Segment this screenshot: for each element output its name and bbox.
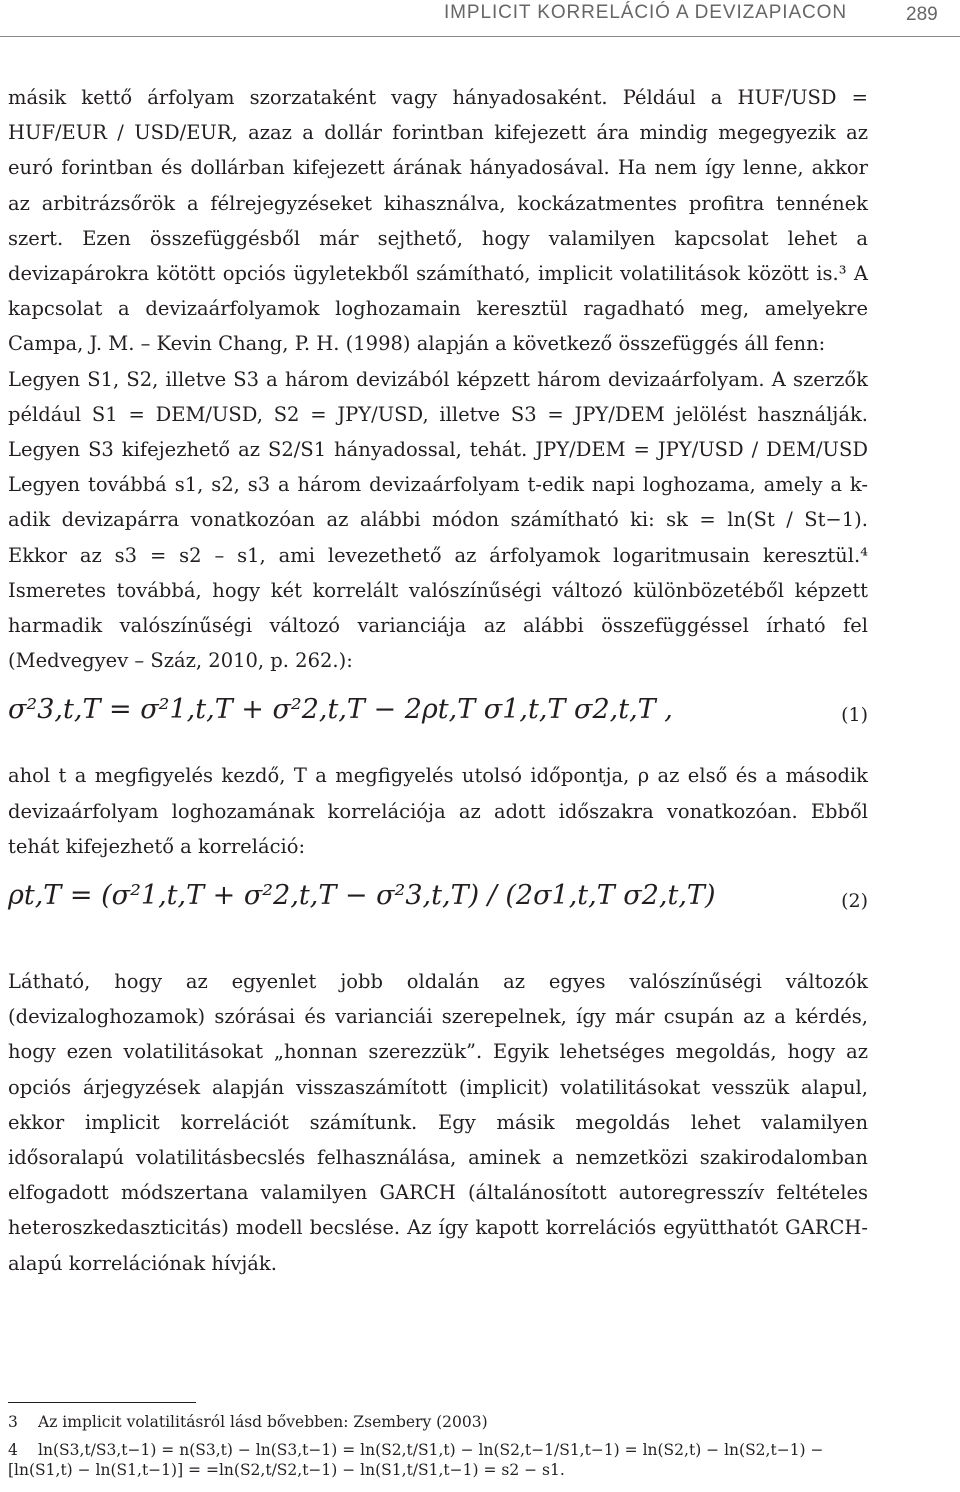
footnote-4-number: 4	[8, 1441, 18, 1459]
body-text	[8, 80, 868, 1281]
equation-2-number: (2)	[841, 890, 868, 913]
running-header-title: IMPLICIT KORRELÁCIÓ A DEVIZAPIACON	[444, 2, 847, 23]
paragraph-4: Látható, hogy az egyenlet jobb oldalán az egyes valószínűségi változók (devizaloghozamok) szórásai és varianciái szerepelnek, így már csupán az a kérdés, hogy ezen volatilitásokat „honnan szerezzük”. Egyik lehetséges megoldás, hogy az opciós árjegyzések alapján visszaszámított (implicit) volatilitásokat vesszük alapul, ekkor implicit korrelációt számítunk. Egy másik megoldás lehet valamilyen idősoralapú volatilitásbecslés felhasználása, aminek a nemzetközi szakirodalomban elfogadott módszertana valamilyen GARCH (általánosított autoregresszív feltételes heteroszkedaszticitás) modell becslése. Az így kapott korrelációs együtthatót GARCH-alapú korrelációnak hívják.	[8, 970, 868, 1275]
footnote-3-number: 3	[8, 1413, 18, 1431]
page-number: 289	[906, 4, 938, 25]
header-rule	[0, 36, 960, 37]
footnote-4	[8, 1440, 868, 1480]
equation-1-formula: σ²3,t,T = σ²1,t,T + σ²2,t,T − 2ρt,T σ1,t,T σ2,t,T ,	[8, 694, 673, 726]
equation-2	[8, 864, 868, 964]
footnote-4-text: ln(S3,t/S3,t−1) = n(S3,t) − ln(S3,t−1) = ln(S2,t/S1,t) − ln(S2,t−1/S1,t−1) = ln(S2,t) − ln(S2,t−1) − [ln(S1,t) − ln(S1,t−1)] = =ln(S2,t/S2,t−1) − ln(S1,t/S1,t−1) = s2 − s1.	[8, 1441, 824, 1479]
equation-2-formula: ρt,T = (σ²1,t,T + σ²2,t,T − σ²3,t,T) / (2σ1,t,T σ2,t,T)	[8, 880, 716, 912]
equation-1	[8, 678, 868, 758]
paragraph-3: ahol t a megfigyelés kezdő, T a megfigyelés utolsó időpontja, ρ az első és a második devizaárfolyam loghozamának korrelációja az adott időszakra vonatkozóan. Ebből tehát kifejezhető a korreláció:	[8, 764, 868, 858]
footnote-rule	[8, 1402, 196, 1403]
footnote-3	[8, 1412, 868, 1432]
paragraph-1: másik kettő árfolyam szorzataként vagy hányadosaként. Például a HUF/USD = HUF/EUR / USD/EUR, azaz a dollár forintban kifejezett ára mindig megegyezik az euró forintban és dollárban kifejezett árának hányadosával. Ha nem így lenne, akkor az arbitrázsőrök a félrejegyzéseket kihasználva, kockázatmentes profitra tennének szert. Ezen összefüggésből már sejthető, hogy valamilyen kapcsolat lehet a devizapárokra kötött opciós ügyletekből számítható, implicit volatilitások között is.³ A kapcsolat a devizaárfolyamok loghozamain keresztül ragadható meg, amelyekre Campa, J. M. – Kevin Chang, P. H. (1998) alapján a következő összefüggés áll fenn:	[8, 86, 868, 356]
equation-1-number: (1)	[841, 704, 868, 727]
paragraph-2: Legyen S1, S2, illetve S3 a három devizából képzett három devizaárfolyam. A szerzők például S1 = DEM/USD, S2 = JPY/USD, illetve S3 = JPY/DEM jelölést használják. Legyen S3 kifejezhető az S2/S1 hányadossal, tehát. JPY/DEM = JPY/USD / DEM/USD Legyen továbbá s1, s2, s3 a három devizaárfolyam t-edik napi loghozama, amely a k-adik devizapárra vonatkozóan az alábbi módon számítható ki: sk = ln(St / St−1). Ekkor az s3 = s2 – s1, ami levezethető az árfolyamok logaritmusain keresztül.⁴ Ismeretes továbbá, hogy két korrelált valószínűségi változó különbözetéből képzett harmadik valószínűségi változó varianciája az alábbi összefüggéssel írható fel (Medvegyev – Száz, 2010, p. 262.):	[8, 367, 868, 673]
footnote-3-text: Az implicit volatilitásról lásd bővebben: Zsembery (2003)	[38, 1413, 488, 1431]
